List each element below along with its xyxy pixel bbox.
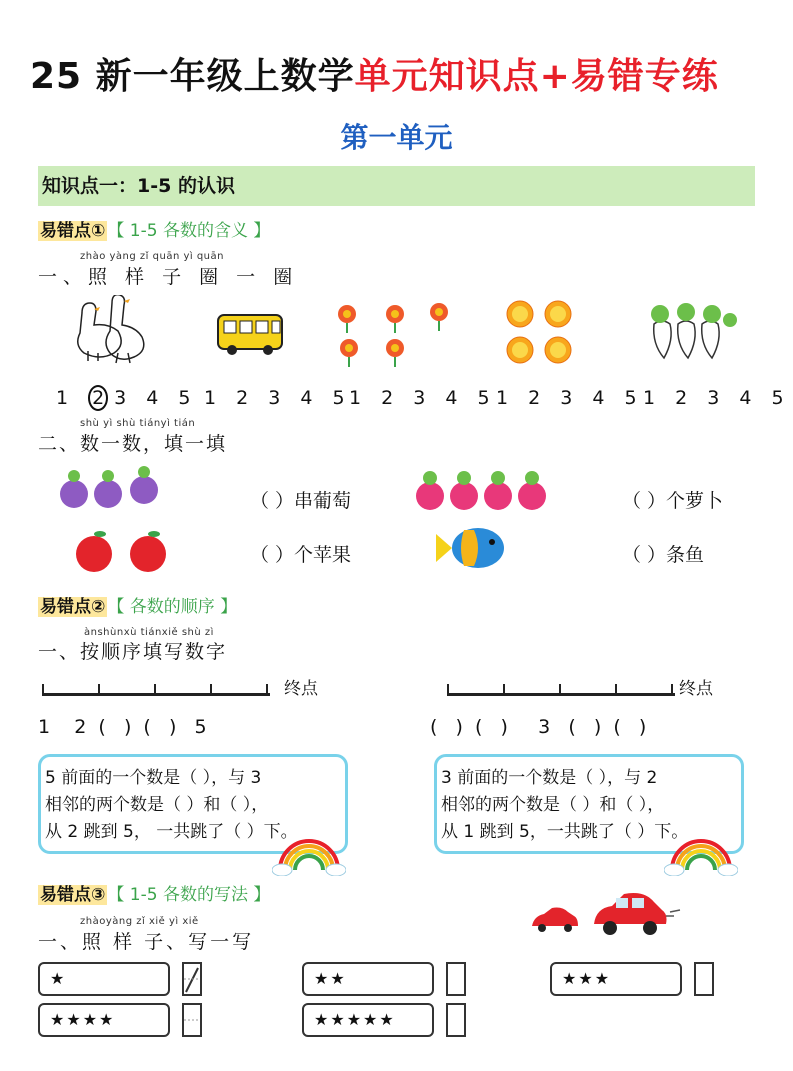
error-point-1 [38, 216, 270, 241]
grapes-picture [58, 466, 168, 516]
rainbow-icon [664, 832, 738, 876]
radishes-picture [640, 300, 740, 362]
box-right-line-1: 3 前面的一个数是（ ），与 2 [441, 768, 658, 788]
suns-picture [502, 296, 578, 368]
box-left-line-3: 从 2 跳到 5， 一共跳了（ ）下。 [45, 822, 298, 842]
number-row-5: 1 2 3 4 5 [643, 387, 791, 409]
title-black: 25 新一年级上数学 [30, 56, 355, 97]
number-row-2: 1 2 3 4 5 [204, 387, 352, 409]
error-tag-3: 易错点③ [40, 885, 106, 905]
num-before: 1 [56, 387, 76, 409]
q1-text: 一、照 样 子 圈 一 圈 [38, 266, 299, 288]
bus-picture [216, 313, 286, 357]
title-red: 单元知识点+易错专练 [354, 56, 719, 97]
unit-heading: 第一单元 [340, 121, 453, 154]
tick [154, 684, 156, 696]
sequence-left[interactable]: 1 2 ( ) ( ) 5 [38, 716, 207, 738]
q2-text: 二、数一数，填一填 [38, 433, 228, 455]
write-cell[interactable] [694, 962, 714, 996]
tick [615, 684, 617, 696]
tick [42, 684, 44, 696]
rainbow-icon [272, 832, 346, 876]
star-box-1: ★ [38, 962, 170, 996]
error-point-3 [38, 880, 270, 905]
tick [559, 684, 561, 696]
q4-text: 一、照 样 子、写一写 [38, 931, 255, 953]
error-tag-1: 易错点① [40, 221, 106, 241]
error-tag-2: 易错点② [40, 597, 106, 617]
tick [210, 684, 212, 696]
write-cell[interactable] [182, 1003, 202, 1037]
page-title [30, 48, 770, 99]
write-cell[interactable] [446, 1003, 466, 1037]
cars-picture [528, 884, 688, 936]
write-cell[interactable] [446, 962, 466, 996]
tick [671, 684, 673, 696]
fill-fish[interactable]: （ ）条鱼 [622, 544, 705, 566]
fill-apples[interactable]: （ ）个苹果 [250, 544, 352, 566]
num-after: 3 4 5 [114, 387, 198, 409]
sequence-right[interactable]: ( ) ( ) 3 ( ) ( ) [430, 716, 647, 738]
q4-pinyin: zhàoyàng zǐ xiě yì xiě [80, 916, 199, 927]
error-text-1: 【 1-5 各数的含义 】 [107, 221, 271, 241]
tick [447, 684, 449, 696]
tick [503, 684, 505, 696]
number-line-left [42, 693, 270, 696]
write-cell-example[interactable] [182, 962, 202, 996]
fill-radish[interactable]: （ ）个萝卜 [622, 490, 724, 512]
knowledge-bar: 知识点一：1-5 的认识 [38, 166, 755, 206]
box-left-line-2: 相邻的两个数是（ ）和（ ）， [45, 795, 269, 815]
box-right-line-2: 相邻的两个数是（ ）和（ ）， [441, 795, 665, 815]
number-line-right [447, 693, 675, 696]
tick [98, 684, 100, 696]
error-text-3: 【 1-5 各数的写法 】 [107, 885, 271, 905]
star-box-5: ★★★★★ [302, 1003, 434, 1037]
q1-pinyin: zhào yàng zǐ quān yì quān [80, 251, 224, 262]
endpoint-label-right: 终点 [679, 679, 713, 699]
apples-picture [72, 528, 172, 574]
q3-text: 一、按顺序填写数字 [38, 641, 228, 663]
star-box-4: ★★★★ [38, 1003, 170, 1037]
star-box-2: ★★ [302, 962, 434, 996]
radish-row-picture [414, 470, 554, 516]
endpoint-label-left: 终点 [284, 679, 318, 699]
fish-picture [434, 520, 512, 576]
box-left-line-1: 5 前面的一个数是（ ），与 3 [45, 768, 262, 788]
flowers-picture [334, 298, 456, 370]
star-box-3: ★★★ [550, 962, 682, 996]
error-text-2: 【 各数的顺序 】 [107, 597, 238, 617]
error-point-2 [38, 592, 237, 617]
box-right-line-3: 从 1 跳到 5，一共跳了（ ）下。 [441, 822, 689, 842]
q3-pinyin: ànshùnxù tiánxiě shù zì [84, 627, 214, 638]
tick [266, 684, 268, 696]
fill-grapes[interactable]: （ ）串葡萄 [250, 490, 352, 512]
number-row-1 [56, 385, 198, 411]
number-row-3: 1 2 3 4 5 [349, 387, 497, 409]
geese-picture [68, 295, 148, 365]
q2-pinyin: shù yì shù tiányì tián [80, 418, 196, 429]
circled-number: 2 [88, 385, 108, 411]
number-row-4: 1 2 3 4 5 [496, 387, 644, 409]
